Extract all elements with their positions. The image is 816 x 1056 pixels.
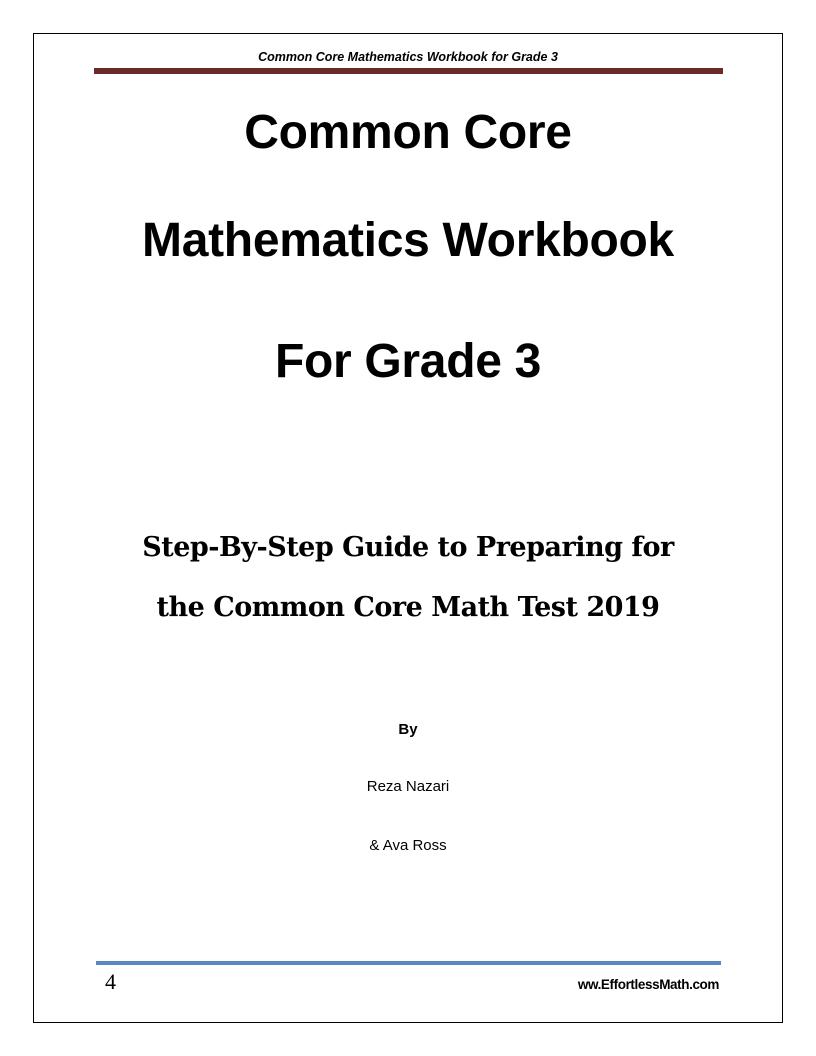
website-url: ww.EffortlessMath.com	[577, 977, 719, 992]
page-number: 4	[105, 969, 116, 994]
author-2: & Ava Ross	[369, 837, 447, 854]
page-border	[33, 33, 783, 1023]
subtitle-line-1: Step-By-Step Guide to Preparing for	[142, 532, 674, 563]
by-label: By	[398, 721, 418, 738]
subtitle-line-2: the Common Core Math Test 2019	[156, 592, 660, 623]
title-line-2: Mathematics Workbook	[142, 214, 674, 267]
title-line-3: For Grade 3	[274, 335, 542, 388]
author-1: Reza Nazari	[366, 778, 450, 795]
header-rule	[94, 68, 723, 74]
footer-rule	[96, 961, 721, 965]
title-line-1: Common Core	[244, 106, 572, 159]
running-header: Common Core Mathematics Workbook for Grade 3	[258, 50, 558, 64]
